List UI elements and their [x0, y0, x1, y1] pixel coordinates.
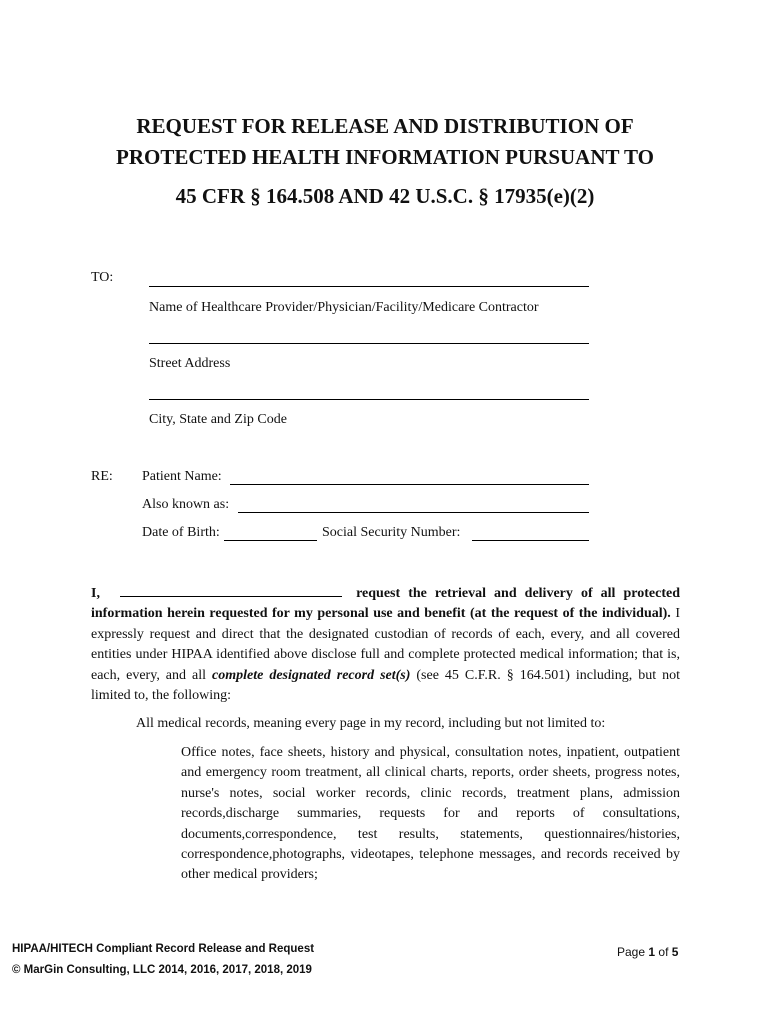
request-bold-text: request the retrieval and delivery of all protected information herein requested for my personal use and benefit (at the request of the individual). [91, 586, 681, 622]
footer-title: HIPAA/HITECH Compliant Record Release and Request [12, 943, 315, 955]
provider-name-field[interactable] [149, 286, 589, 287]
request-plain-text: I expressly request and direct that the designated custodian of records of each, every, and all covered entities under HIPAA identified above disclose full and complete protected medical information; that is, each, every, and all [91, 606, 681, 683]
page-current: 1 [648, 945, 656, 959]
records-intro: All medical records, meaning every page in my record, including but not limited to: [136, 716, 606, 731]
request-record-set-text: complete designated record set(s) [212, 667, 411, 683]
title-line-3: 45 CFR § 164.508 AND 42 U.S.C. § 17935(e)(2) [175, 184, 595, 208]
page-prefix: Page [617, 945, 646, 959]
patient-name-field[interactable] [230, 484, 589, 485]
aka-field[interactable] [238, 512, 589, 513]
street-address-label: Street Address [149, 356, 231, 371]
re-label: RE: [91, 469, 113, 484]
page-total: 5 [671, 945, 679, 959]
ssn-label: Social Security Number: [322, 525, 461, 540]
patient-name-label: Patient Name: [142, 469, 222, 484]
dob-field[interactable] [224, 540, 317, 541]
footer-copyright: © MarGin Consulting, LLC 2014, 2016, 2017, 2018, 2019 [12, 964, 312, 976]
street-address-field[interactable] [149, 343, 589, 344]
ssn-field[interactable] [472, 540, 589, 541]
to-label: TO: [91, 270, 114, 285]
provider-name-label: Name of Healthcare Provider/Physician/Facility/Medicare Contractor [149, 300, 539, 315]
city-state-zip-field[interactable] [149, 399, 589, 400]
title-line-1: REQUEST FOR RELEASE AND DISTRIBUTION OF [136, 114, 634, 138]
request-paragraph [91, 584, 680, 706]
records-list: Office notes, face sheets, history and physical, consultation notes, inpatient, outpatient and emergency room treatment, all clinical charts, reports, order sheets, progress notes, nurse's notes, social worker records, clinic records, treatment plans, admission records,discharge summaries, requests for and reports of consultations, documents,correspondence, test results, statements, questionnaires/histories, correspondence,photographs, videotapes, telephone messages, and records received by other medical providers; [181, 745, 680, 883]
page-number [617, 945, 678, 959]
request-lead: I, [91, 586, 100, 601]
city-state-zip-label: City, State and Zip Code [149, 412, 287, 427]
requester-name-field[interactable] [120, 596, 342, 597]
aka-label: Also known as: [142, 497, 230, 512]
dob-label: Date of Birth: [142, 525, 220, 540]
title-line-2: PROTECTED HEALTH INFORMATION PURSUANT TO [116, 145, 654, 169]
page-of: of [658, 945, 669, 959]
request-tail-text: (see 45 C.F.R. § 164.501) including, but not limited to, the following: [91, 667, 681, 704]
